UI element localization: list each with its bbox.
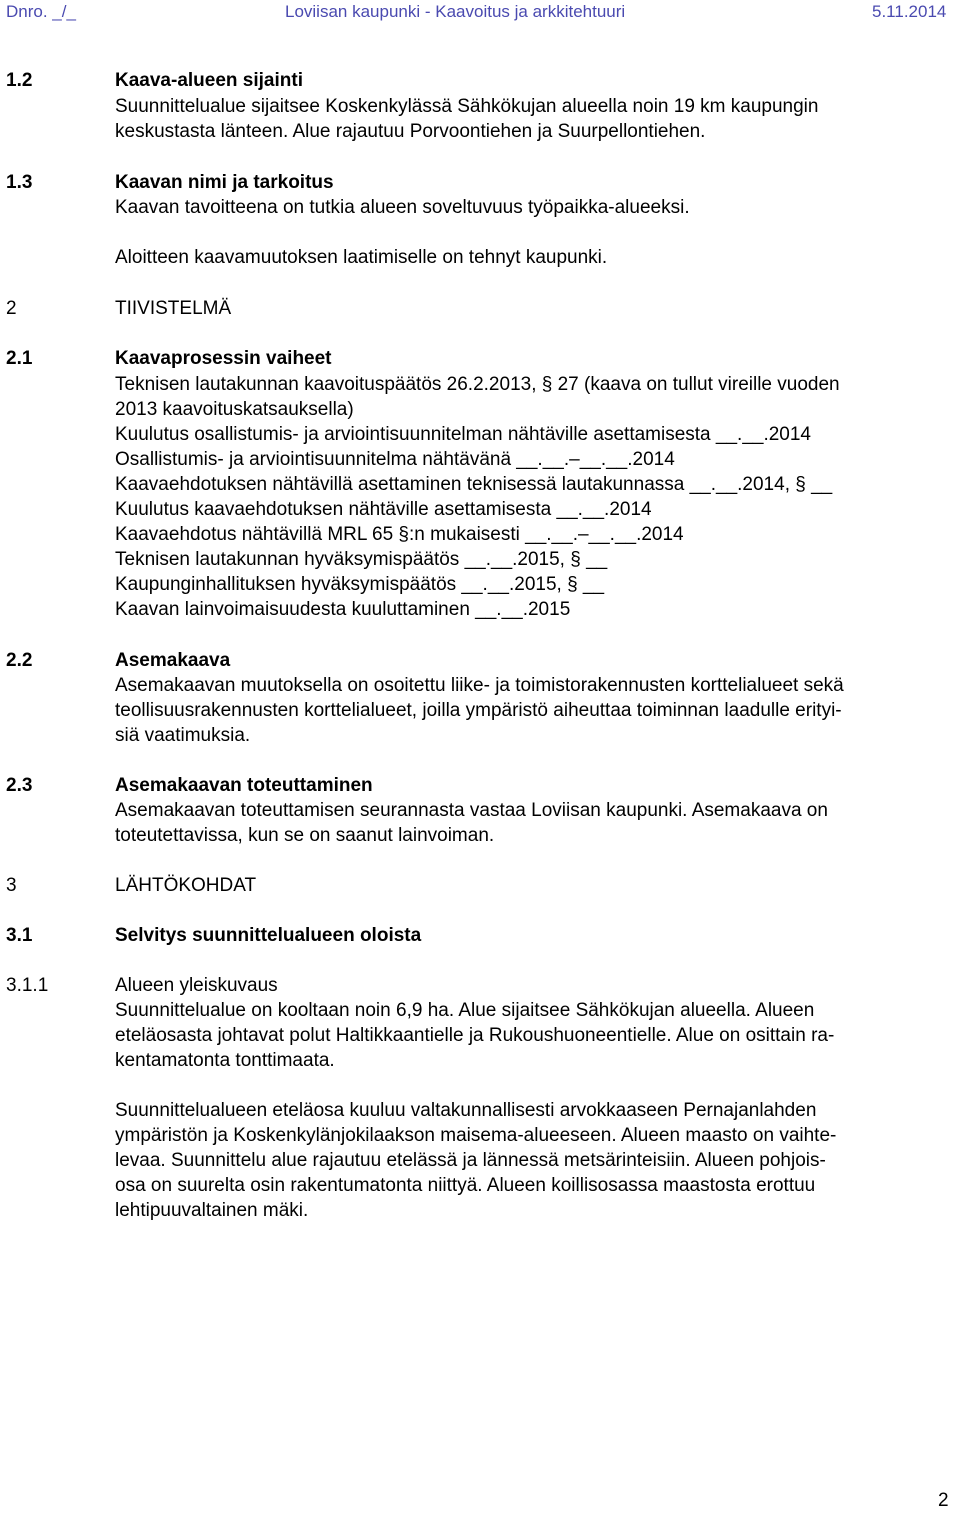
- section-title: Kaavaprosessin vaiheet: [115, 348, 332, 369]
- body-line: Suunnittelualue sijaitsee Koskenkylässä Sähkökujan alueella noin 19 km kaupungin: [115, 96, 819, 117]
- process-step: Kuulutus kaavaehdotuksen nähtäville asettamisesta __.__.2014: [115, 499, 652, 520]
- process-step: Kaavaehdotuksen nähtävillä asettaminen teknisessä lautakunnassa __.__.2014, § __: [115, 474, 833, 495]
- chapter-number: 2: [6, 298, 17, 319]
- body-line: keskustasta länteen. Alue rajautuu Porvoontiehen ja Suurpellontiehen.: [115, 121, 706, 142]
- body-line: levaa. Suunnittelu alue rajautuu etelässä ja lännessä metsärinteisiin. Alueen pohjois-: [115, 1150, 826, 1171]
- header-title: Loviisan kaupunki - Kaavoitus ja arkkitehtuuri: [285, 2, 626, 21]
- body-line: Suunnittelualueen eteläosa kuuluu valtakunnallisesti arvokkaaseen Pernajanlahden: [115, 1100, 817, 1121]
- process-step: Kaavan lainvoimaisuudesta kuuluttaminen __.__.2015: [115, 599, 571, 620]
- body-line: Aloitteen kaavamuutoksen laatimiselle on tehnyt kaupunki.: [115, 247, 608, 268]
- body-line: Kaavan tavoitteena on tutkia alueen soveltuvuus työpaikka-alueeksi.: [115, 197, 690, 218]
- section-title: Kaavan nimi ja tarkoitus: [115, 172, 334, 193]
- body-line: Suunnittelualue on kooltaan noin 6,9 ha. Alue sijaitsee Sähkökujan alueella. Alueen: [115, 1000, 815, 1021]
- process-step: Osallistumis- ja arviointisuunnitelma nähtävänä __.__.–__.__.2014: [115, 449, 675, 470]
- section-number: 1.3: [6, 172, 33, 193]
- process-step: Kaupunginhallituksen hyväksymispäätös __.__.2015, § __: [115, 574, 605, 595]
- chapter-title: TIIVISTELMÄ: [115, 298, 232, 319]
- body-line: osa on suurelta osin rakentumatonta niittyä. Alueen koillisosassa maastosta erottuu: [115, 1175, 816, 1196]
- section-number: 2.1: [6, 348, 33, 369]
- subsection-title: Alueen yleiskuvaus: [115, 975, 278, 996]
- chapter-number: 3: [6, 875, 17, 896]
- body-line: teollisuusrakennusten korttelialueet, joilla ympäristö aiheuttaa toiminnan laadulle erityi-: [115, 700, 842, 721]
- section-title: Asemakaava: [115, 650, 231, 671]
- body-line: Asemakaavan toteuttamisen seurannasta vastaa Loviisan kaupunki. Asemakaava on: [115, 800, 828, 821]
- section-number: 3.1: [6, 925, 33, 946]
- process-step: Teknisen lautakunnan kaavoituspäätös 26.2.2013, § 27 (kaava on tullut vireille vuoden: [115, 374, 840, 395]
- section-number: 2.3: [6, 775, 33, 796]
- process-step: 2013 kaavoituskatsauksella): [115, 399, 354, 420]
- process-step: Kuulutus osallistumis- ja arviointisuunnitelman nähtäville asettamisesta __.__.2014: [115, 424, 811, 445]
- subsection-number: 3.1.1: [6, 975, 49, 996]
- body-line: toteutettavissa, kun se on saanut lainvoiman.: [115, 825, 495, 846]
- header-dnro: Dnro. _/_: [6, 2, 76, 21]
- section-number: 1.2: [6, 70, 33, 91]
- body-line: lehtipuuvaltainen mäki.: [115, 1200, 309, 1221]
- section-title: Asemakaavan toteuttaminen: [115, 775, 373, 796]
- body-line: eteläosasta johtavat polut Haltikkaantielle ja Rukoushuoneentielle. Alue on osittain ra-: [115, 1025, 835, 1046]
- body-line: siä vaatimuksia.: [115, 725, 251, 746]
- chapter-title: LÄHTÖKOHDAT: [115, 875, 257, 896]
- body-line: Asemakaavan muutoksella on osoitettu liike- ja toimistorakennusten korttelialueet sekä: [115, 675, 844, 696]
- section-title: Selvitys suunnittelualueen oloista: [115, 925, 422, 946]
- body-line: ympäristön ja Koskenkylänjokilaakson maisema-alueeseen. Alueen maasto on vaihte-: [115, 1125, 837, 1146]
- section-number: 2.2: [6, 650, 33, 671]
- process-step: Kaavaehdotus nähtävillä MRL 65 §:n mukaisesti __.__.–__.__.2014: [115, 524, 684, 545]
- page-number: 2: [938, 1490, 949, 1511]
- body-line: kentamatonta tonttimaata.: [115, 1050, 335, 1071]
- header-date: 5.11.2014: [872, 2, 947, 21]
- process-step: Teknisen lautakunnan hyväksymispäätös __.__.2015, § __: [115, 549, 608, 570]
- section-title: Kaava-alueen sijainti: [115, 70, 303, 91]
